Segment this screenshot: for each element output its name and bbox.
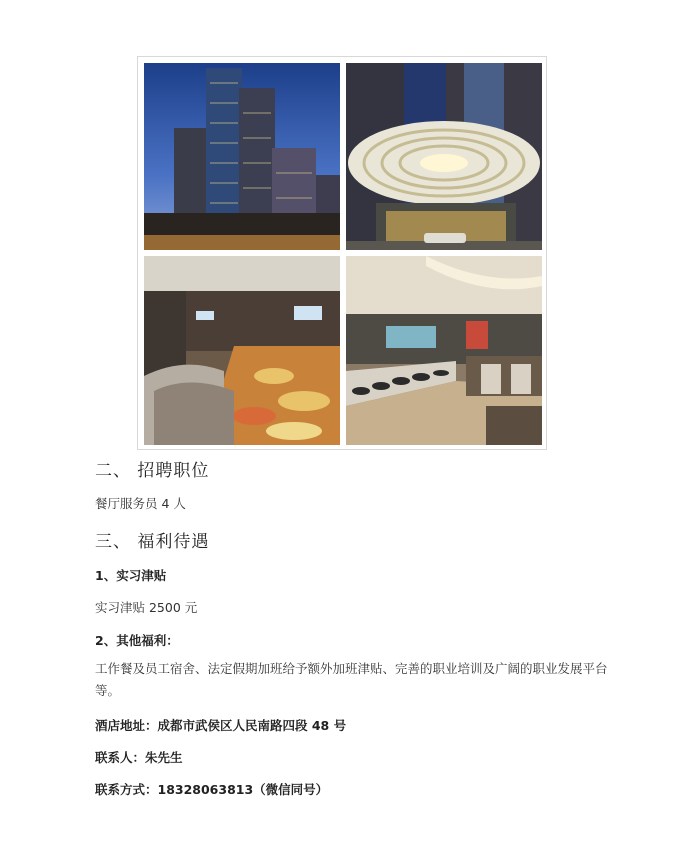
section-heading-benefits: 三、 福利待遇	[95, 532, 210, 552]
hotel-lounge-photo	[144, 256, 340, 445]
other-benefits-text: 工作餐及员工宿舍、法定假期加班给予额外加班津贴、完善的职业培训及广阔的职业发展平台等。	[95, 661, 608, 698]
internship-allowance-text: 实习津贴 2500 元	[95, 600, 198, 615]
internship-allowance-title: 1、实习津贴	[95, 568, 167, 583]
contact-phone: 联系方式：18328063813（微信同号）	[95, 782, 329, 797]
hotel-exterior-night-photo	[144, 63, 340, 250]
position-text: 餐厅服务员 4 人	[95, 496, 186, 511]
hotel-restaurant-buffet-photo	[346, 256, 542, 445]
section-heading-positions: 二、 招聘职位	[95, 461, 210, 481]
hotel-entrance-canopy-photo	[346, 63, 542, 250]
hotel-photo-grid	[137, 56, 547, 450]
contact-person: 联系人：朱先生	[95, 750, 183, 765]
hotel-address: 酒店地址：成都市武侯区人民南路四段 48 号	[95, 718, 347, 733]
other-benefits-title: 2、其他福利：	[95, 633, 179, 648]
